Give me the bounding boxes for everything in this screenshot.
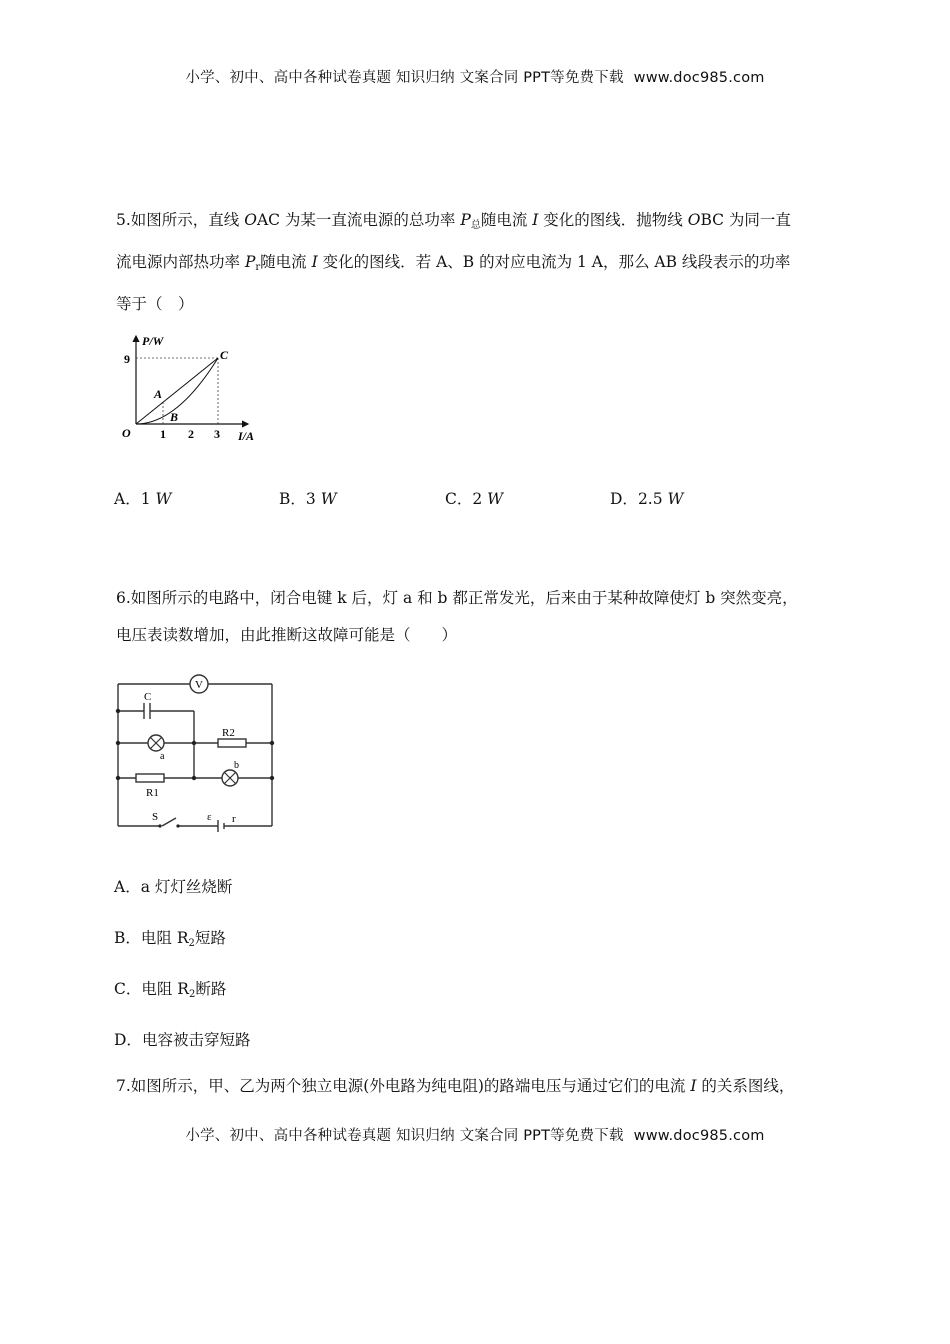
q5-option-a[interactable]: A．1 W — [114, 490, 172, 508]
q5-line-3: 等于（ ） — [116, 295, 194, 313]
lamp-a-label: a — [160, 751, 165, 762]
question-7-text — [116, 1068, 846, 1105]
banner-url[interactable]: www.doc985.com — [633, 70, 765, 86]
x-axis-label: I/A — [238, 429, 255, 443]
question-5-text — [116, 202, 836, 323]
point-b-label: B — [170, 410, 179, 424]
q5-option-b[interactable]: B．3 W — [279, 490, 337, 508]
q6-line-1: 6.如图所示的电路中，闭合电键 k 后，灯 a 和 b 都正常发光，后来由于某种故障使灯 b 突然变亮， — [116, 589, 798, 607]
q6-option-a[interactable]: A．a 灯灯丝烧断 — [114, 878, 233, 896]
q5-option-c[interactable]: C．2 W — [445, 490, 504, 508]
q5-option-d[interactable]: D．2.5 W — [610, 490, 684, 508]
y-tick-9: 9 — [124, 352, 130, 366]
lamp-b-label: b — [234, 760, 239, 771]
r2-label: R2 — [222, 727, 235, 739]
emf-label: ε — [207, 811, 212, 823]
question-6-text — [116, 580, 846, 654]
q6-circuit-diagram — [110, 670, 282, 832]
footer-banner — [0, 1124, 950, 1145]
x-tick-3: 3 — [214, 427, 220, 441]
q5-line-2: 流电源内部热功率 $P_r$随电流 I 变化的图线．若 A、B 的对应电流为 1 A，那么 AB 线段表示的功率 — [116, 253, 791, 273]
q6-line-2: 电压表读数增加，由此推断这故障可能是（ ） — [116, 626, 458, 644]
q6-option-c[interactable]: C．电阻 $R_2$断路 — [114, 980, 227, 1000]
footer-banner-text: 小学、初中、高中各种试卷真题 知识归纳 文案合同 PPT等免费下载 — [185, 1128, 624, 1144]
q5-power-graph — [120, 330, 270, 448]
point-a-label: A — [154, 387, 163, 401]
r1-label: R1 — [146, 787, 159, 799]
q6-option-b[interactable]: B．电阻 $R_2$短路 — [114, 929, 226, 949]
y-axis-label: P/W — [142, 334, 164, 348]
banner-text: 小学、初中、高中各种试卷真题 知识归纳 文案合同 PPT等免费下载 — [185, 70, 624, 86]
q5-line-1: 5.如图所示，直线 OAC 为某一直流电源的总功率 $P_总$随电流 I 变化的图线．抛物线 OBC 为同一直 — [116, 211, 791, 231]
origin-label: O — [122, 426, 131, 440]
q7-line-1: 7.如图所示，甲、乙为两个独立电源(外电路为纯电阻)的路端电压与通过它们的电流 I 的关系图线， — [116, 1077, 795, 1095]
switch-label: S — [152, 811, 159, 823]
capacitor-label: C — [144, 691, 152, 703]
x-tick-2: 2 — [188, 427, 194, 441]
x-tick-1: 1 — [160, 427, 166, 441]
point-c-label: C — [220, 348, 229, 362]
internal-r-label: r — [232, 813, 236, 825]
footer-banner-url[interactable]: www.doc985.com — [633, 1128, 765, 1144]
lamp-a-icon — [148, 735, 164, 751]
q6-option-d[interactable]: D．电容被击穿短路 — [114, 1031, 251, 1049]
svg-text:V: V — [195, 679, 203, 691]
header-banner — [0, 66, 950, 87]
lamp-b-icon — [222, 770, 238, 786]
